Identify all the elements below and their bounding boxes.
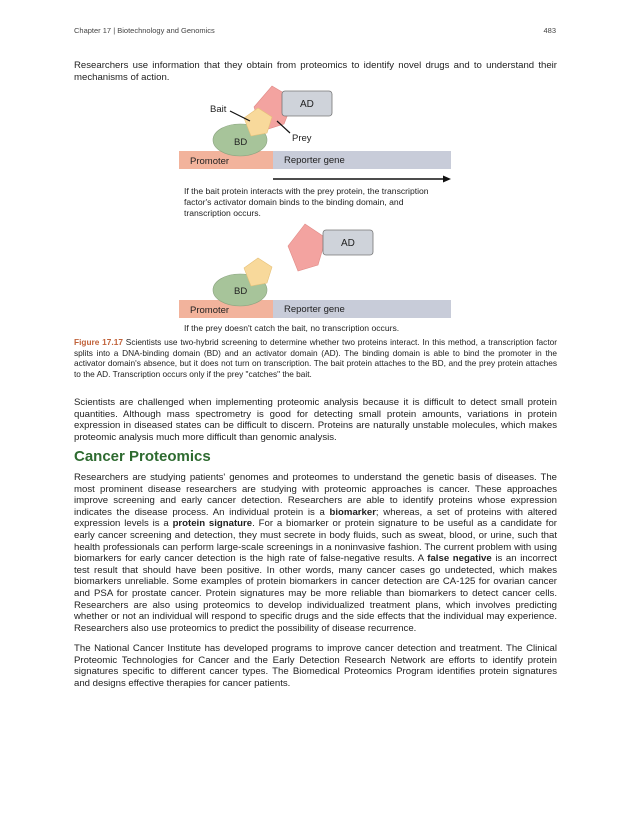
paragraph-text: . For a biomarker or protein signature to be useful as a candidate for early cancer screening and detection, they must secrete in body fluids, such as sweat, blood, or urine, such that health professionals can perform large-scale screenings in a noninvasive fashion. The current problem with using biomarkers for early cancer detection is the high rate of false-negative results. A — [74, 518, 557, 565]
paragraph-text: ; whereas, a set of proteins with altered expression levels is a — [74, 506, 557, 530]
paragraph-text: is an incorrect test result that should have been positive. In other words, many cancer cases go undetected, which makes biomarkers unreliable. Some examples of protein biomarkers in cancer detection are CA-125 for ovarian cancer and PSA for prostate cancer. Protein signatures may be more reliable than biomarkers to detect cancer cells. Researchers are also using proteomics to develop individualized treatment plans, which involves predicting whether or not an individual will respond to specific drugs and the side effects that the individual may experience. Researchers also use proteomics to predict the possibility of disease recurrence. — [74, 553, 557, 634]
nci-paragraph: The National Cancer Institute has developed programs to improve cancer detection and treatment. The Clinical Proteomic Technologies for Cancer and the Early Detection Research Network are efforts to identify protein signatures specific to different cancer types. The Biomedical Proteomics Program identifies protein signatures and designs effective therapies for cancer patients. — [74, 643, 557, 689]
bottom-description: If the prey doesn't catch the bait, no transcription occurs. — [184, 323, 400, 333]
top-description-line-2: factor's activator domain binds to the binding domain, and — [184, 197, 404, 207]
intro-paragraph: Researchers use information that they obtain from proteomics to identify novel drugs and to understand their mechanisms of action. — [74, 60, 557, 83]
cancer-proteomics-paragraph — [74, 472, 557, 634]
prey-label: Prey — [292, 133, 312, 144]
figure-caption-text: Scientists use two-hybrid screening to determine whether two proteins interact. In this method, a transcription factor splits into a DNA-binding domain (BD) and an activator domain (AD). The binding domain is able to bind the promoter in the activator domain's absence, but it does not turn on transcription. The bait protein attaches to the BD, and the prey protein attaches to the AD. Transcription occurs only if the prey "catches" the bait. — [74, 337, 557, 379]
bottom-panel — [179, 224, 451, 333]
bd-label: BD — [234, 286, 248, 297]
term-biomarker: biomarker — [329, 506, 376, 518]
transcription-arrowhead — [443, 176, 451, 183]
two-hybrid-figure — [0, 0, 630, 340]
challenges-paragraph: Scientists are challenged when implementing proteomic analysis because it is difficult to detect small protein quantities. Although mass spectrometry is good for detecting small protein amounts, variations in protein expression in diseased states can be difficult to discern. Proteins are naturally unstable molecules, which makes proteomic analysis much more difficult than genomic analysis. — [74, 397, 557, 443]
top-panel — [179, 86, 451, 218]
figure-caption — [74, 337, 557, 379]
bait-label: Bait — [210, 104, 227, 115]
paragraph-text: Researchers are studying patients' genomes and proteomes to understand the genetic basis of diseases. The most prominent disease researchers are studying with proteomic approaches is cancer. These approaches improve screening and early cancer detection. Researchers are able to identify proteins whose expression indicates the disease process. An individual protein is a — [74, 472, 557, 518]
term-false-negative: false negative — [427, 553, 492, 565]
ad-label: AD — [300, 99, 314, 110]
top-description-line-3: transcription occurs. — [184, 208, 261, 218]
section-heading: Cancer Proteomics — [74, 448, 211, 465]
bd-label: BD — [234, 137, 248, 148]
term-protein-signature: protein signature — [172, 518, 253, 530]
top-description-line-1: If the bait protein interacts with the prey protein, the transcription — [184, 186, 429, 196]
page-number: 483 — [543, 26, 556, 35]
reporter-gene-label: Reporter gene — [284, 304, 345, 315]
figure-label: Figure 17.17 — [74, 337, 123, 347]
promoter-label: Promoter — [190, 156, 230, 167]
ad-label: AD — [341, 238, 355, 249]
prey-protein — [288, 224, 326, 271]
reporter-gene-label: Reporter gene — [284, 155, 345, 166]
chapter-title: Chapter 17 | Biotechnology and Genomics — [74, 26, 215, 35]
promoter-label: Promoter — [190, 305, 230, 316]
